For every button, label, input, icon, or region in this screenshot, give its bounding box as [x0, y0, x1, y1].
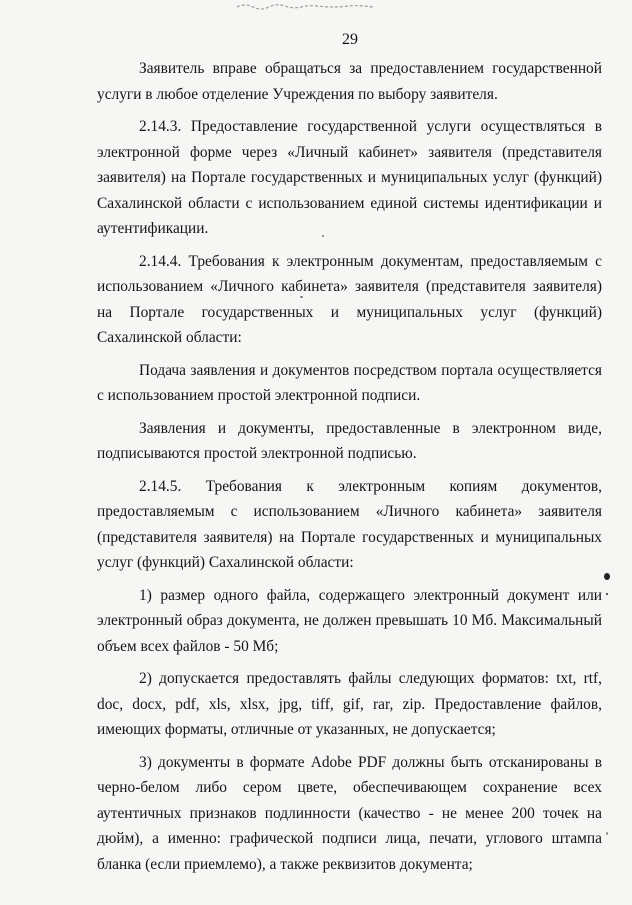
- paragraph-submission-signature: Подача заявления и документов посредством портала осуществляется с использованием простой электронной подписи.: [97, 361, 602, 404]
- scan-speck: [322, 235, 324, 237]
- paragraph-2-14-5: 2.14.5. Требования к электронным копиям документов, предоставляемым с использованием «Личного кабинета» заявителя (представителя заявителя) на Портале государственных и муниципальных услуг (функций) Сахалинской области:: [97, 477, 602, 571]
- paragraph-signed-documents: Заявления и документы, предоставленные в электронном виде, подписываются простой электронной подписью.: [97, 419, 602, 462]
- page-number: 29: [342, 31, 358, 48]
- document-body: [97, 56, 602, 877]
- paragraph-2-14-3: 2.14.3. Предоставление государственной услуги осуществляться в электронной форме через «Личный кабинет» заявителя (представителя заявителя) на Портале государственных и муниципальных услуг (функций) Сахалинской области с использованием единой системы идентификации и аутентификации.: [97, 118, 602, 237]
- list-item-pdf-requirements: 3) документы в формате Adobe PDF должны быть отсканированы в черно-белом либо сером цвете, обеспечивающем сохранение всех аутентичных признаков подлинности (качество - не менее 200 точек на дюйм), а именно: графической подписи лица, печати, углового штампа бланка (если приемлемо), а также реквизитов документа;: [97, 753, 602, 873]
- list-item-file-size: 1) размер одного файла, содержащего электронный документ или электронный образ документа, не должен превышать 10 Мб. Максимальный объем всех файлов - 50 Мб;: [97, 586, 602, 655]
- scan-speck: [606, 593, 608, 595]
- paragraph-right-to-apply: Заявитель вправе обращаться за предоставлением государственной услуги в любое отделение Учреждения по выбору заявителя.: [97, 60, 602, 103]
- scan-speck: [606, 832, 608, 835]
- scan-speck: [300, 296, 303, 298]
- scan-artifact-mark: [235, 2, 375, 10]
- list-item-file-formats: 2) допускается предоставлять файлы следующих форматов: txt, rtf, doc, docx, pdf, xls, xlsx, jpg, tiff, gif, rar, zip. Предоставление файлов, имеющих форматы, отличные от указанных, не допускается;: [97, 670, 602, 738]
- scan-speck: [604, 573, 610, 580]
- paragraph-2-14-4: 2.14.4. Требования к электронным документам, предоставляемым с использованием «Личного кабинета» заявителя (представителя заявителя) на Портале государственных и муниципальных услуг (функций) Сахалинской области:: [97, 252, 602, 346]
